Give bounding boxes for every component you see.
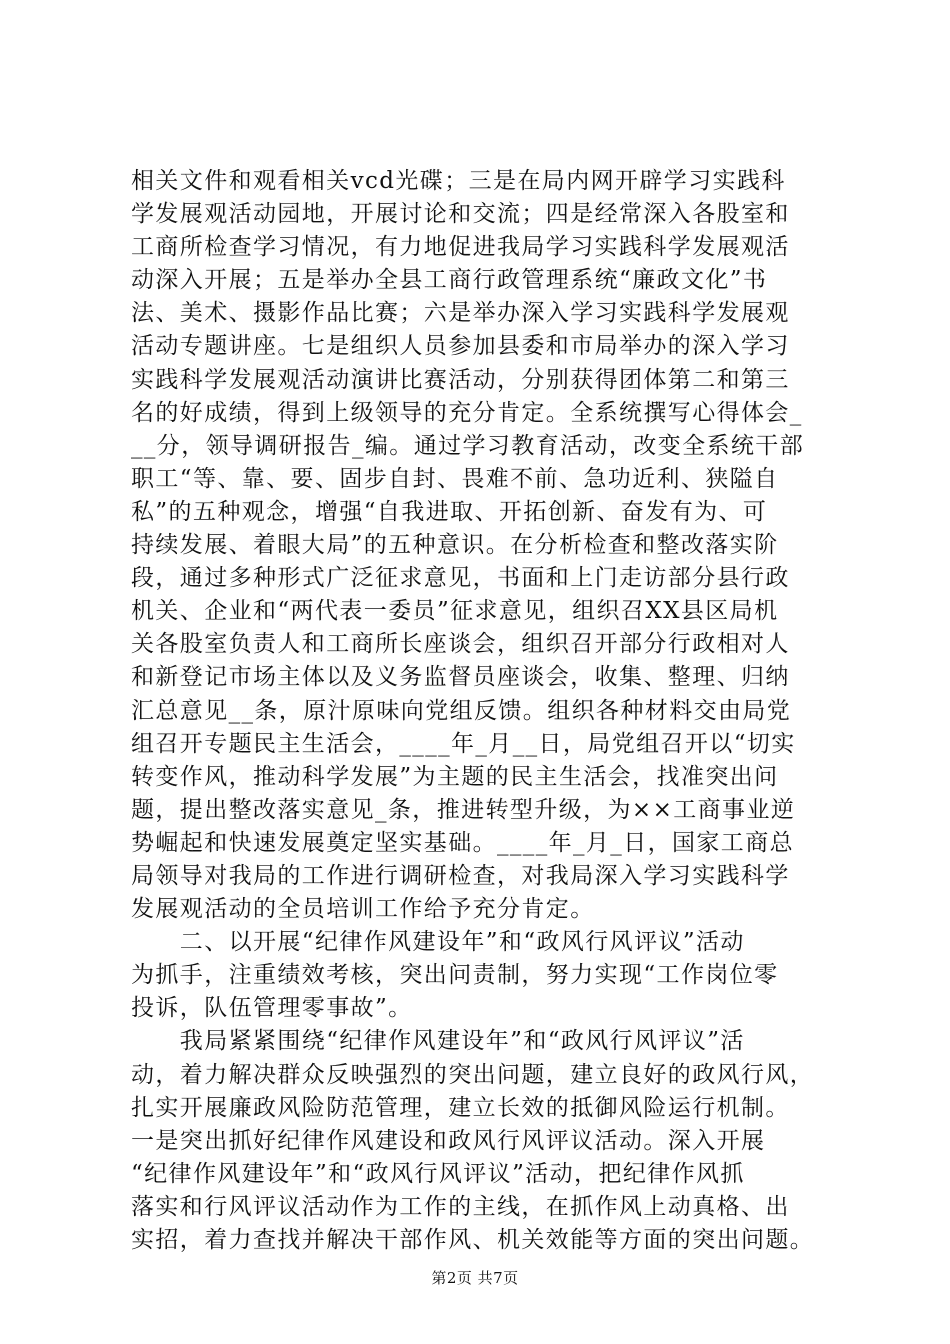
text-line: 活动专题讲座。七是组织人员参加县委和市局举办的深入学习 <box>131 333 790 360</box>
text-line: 题，提出整改落实意见_条，推进转型升级，为××工商事业逆 <box>131 796 796 823</box>
text-line: __分，领导调研报告_编。通过学习教育活动，改变全系统干部 <box>131 432 805 459</box>
text-line: 段，通过多种形式广泛征求意见，书面和上门走访部分县行政 <box>131 565 790 592</box>
text-line: 相关文件和观看相关vcd光碟；三是在局内网开辟学习实践科 <box>131 168 786 194</box>
text-line: 势崛起和快速发展奠定坚实基础。____年_月_日，国家工商总 <box>131 829 794 856</box>
text-line: 法、美术、摄影作品比赛；六是举办深入学习实践科学发展观 <box>131 300 790 327</box>
text-line: 落实和行风评议活动作为工作的主线，在抓作风上动真格、出 <box>131 1193 790 1220</box>
text-line: 私”的五种观念，增强“自我进取、开拓创新、奋发有为、可 <box>131 498 768 525</box>
text-line: 持续发展、着眼大局”的五种意识。在分析检查和整改落实阶 <box>131 532 779 559</box>
document-body <box>131 165 851 1257</box>
text-line: 和新登记市场主体以及义务监督员座谈会，收集、整理、归纳 <box>131 664 790 691</box>
text-line: 机关、企业和“两代表一委员”征求意见，组织召XX县区局机 <box>131 598 779 625</box>
text-line: 二、以开展“纪律作风建设年”和“政风行风评议”活动 <box>131 929 745 956</box>
text-line: 动深入开展；五是举办全县工商行政管理系统“廉政文化”书 <box>131 267 768 294</box>
text-line: 扎实开展廉政风险防范管理，建立长效的抵御风险运行机制。 <box>131 1094 790 1121</box>
text-line: 局领导对我局的工作进行调研检查，对我局深入学习实践科学 <box>131 862 790 889</box>
text-line: 发展观活动的全员培训工作给予充分肯定。 <box>131 896 595 923</box>
text-line: 实招，着力查找并解决干部作风、机关效能等方面的突出问题。 <box>131 1227 815 1253</box>
text-line: 组召开专题民主生活会，____年_月__日，局党组召开以“切实 <box>131 730 796 757</box>
text-line: 汇总意见__条，原汁原味向党组反馈。组织各种材料交由局党 <box>131 697 792 724</box>
page-number-footer: 第2页 共7页 <box>431 1269 519 1287</box>
text-line: 关各股室负责人和工商所长座谈会，组织召开部分行政相对人 <box>131 631 790 658</box>
text-line: 工商所检查学习情况，有力地促进我局学习实践科学发展观活 <box>131 234 790 261</box>
text-line: 投诉，队伍管理零事故”。 <box>131 995 413 1022</box>
text-line: 职工“等、靠、要、固步自封、畏难不前、急功近利、狭隘自 <box>131 465 779 492</box>
text-line: 转变作风，推动科学发展”为主题的民主生活会，找准突出问 <box>131 763 779 790</box>
text-line: 实践科学发展观活动演讲比赛活动，分别获得团体第二和第三 <box>131 366 790 393</box>
text-line: 名的好成绩，得到上级领导的充分肯定。全系统撰写心得体会_ <box>131 399 803 426</box>
text-line: 学发展观活动园地，开展讨论和交流；四是经常深入各股室和 <box>131 201 790 228</box>
text-line: 我局紧紧围绕“纪律作风建设年”和“政风行风评议”活 <box>131 1028 745 1055</box>
text-line: “纪律作风建设年”和“政风行风评议”活动，把纪律作风抓 <box>131 1160 745 1187</box>
text-line: 动，着力解决群众反映强烈的突出问题，建立良好的政风行风， <box>131 1061 815 1088</box>
text-line: 一是突出抓好纪律作风建设和政风行风评议活动。深入开展 <box>131 1127 766 1154</box>
text-line: 为抓手，注重绩效考核，突出问责制，努力实现“工作岗位零 <box>131 962 779 989</box>
